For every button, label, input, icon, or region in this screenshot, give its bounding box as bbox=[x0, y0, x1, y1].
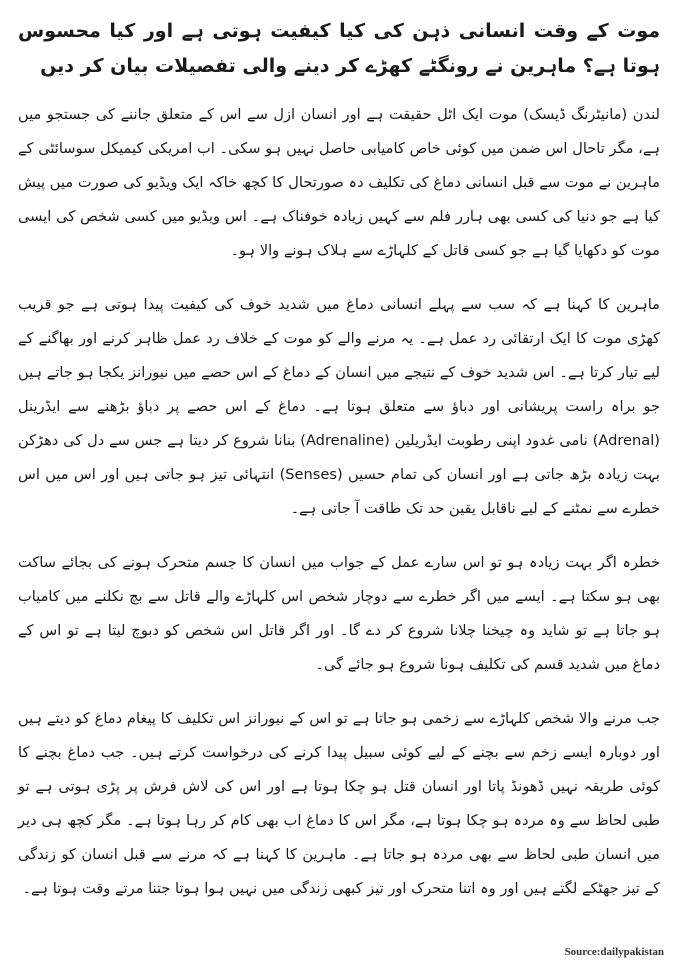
source-credit: Source:dailypakistan bbox=[564, 946, 664, 958]
article-paragraph-2: ماہرین کا کہنا ہے کہ سب سے پہلے انسانی دماغ میں شدید خوف کی کیفیت پیدا ہوتی ہے جو قریب کھڑی موت کا ایک ارتقائی رد عمل ہے۔ یہ مرنے والے کو موت کے خلاف رد عمل ظاہر کرنے اور بھاگنے کے لیے تیار کرتا ہے۔ اس شدید خوف کے نتیجے میں انسان کے دماغ کے اس حصے میں نیورانز یکجا ہو جاتے ہیں جو براہ راست پریشانی اور دباؤ سے متعلق ہوتا ہے۔ دماغ کے اس حصے پر دباؤ بڑھنے سے ایڈرینل (Adrenal) نامی غدود اپنی رطوبت ایڈریلین (Adrenaline) بنانا شروع کر دیتا ہے جس سے دل کی دھڑکن بہت زیادہ بڑھ جاتی ہے اور انسان کی تمام حسیں (Senses) انتہائی تیز ہو جاتی ہیں اور اس میں اس خطرے سے نمٹنے کے لیے ناقابل یقین حد تک طاقت آ جاتی ہے۔ bbox=[18, 296, 660, 517]
article-paragraph-4: جب مرنے والا شخص کلہاڑے سے زخمی ہو جاتا ہے تو اس کے نیورانز اس تکلیف کا پیغام دماغ کو دیتے ہیں اور دوبارہ ایسے زخم سے بچنے کے لیے کوئی سبیل پیدا کرنے کی درخواست کرتے ہیں۔ جب دماغ بچنے کا کوئی طریقہ نہیں ڈھونڈ پاتا اور انسان قتل ہو چکا ہوتا ہے اور اس کی لاش فرش پر پڑی ہوتی ہے تو طبی لحاظ سے وہ مردہ ہو چکا ہوتا ہے، مگر اس کا دماغ اب بھی کام کر رہا ہوتا ہے۔ مگر کچھ ہی دیر میں انسان طبی لحاظ سے بھی مردہ ہو جاتا ہے۔ ماہرین کا کہنا ہے کہ مرنے سے قبل انسان کو زندگی کے تیز جھٹکے لگتے ہیں اور وہ اتنا متحرک اور تیز کبھی زندگی میں نہیں ہوا ہوتا جتنا مرتے وقت ہوتا ہے۔ bbox=[18, 710, 660, 897]
article-paragraph-3: خطرہ اگر بہت زیادہ ہو تو اس سارے عمل کے جواب میں انسان کا جسم متحرک ہونے کی بجائے ساکت بھی ہو سکتا ہے۔ ایسے میں اگر خطرے سے دوچار شخص اس کلہاڑے والے قاتل سے بچ نکلنے میں کامیاب ہو جاتا ہے تو شاید وہ چیخنا چلانا شروع کر دے گا۔ اور اگر قاتل اس شخص کو دبوچ لیتا ہے تو اس کے دماغ میں شدید قسم کی تکلیف ہونا شروع ہو جائے گی۔ bbox=[18, 554, 660, 673]
article-headline: موت کے وقت انسانی ذہن کی کیا کیفیت ہوتی ہے اور کیا محسوس ہوتا ہے؟ ماہرین نے رونگٹے کھڑے کر دینے والی تفصیلات بیان کر دیں bbox=[18, 20, 660, 77]
article-paragraph-1: لندن (مانیٹرنگ ڈیسک) موت ایک اٹل حقیقت ہے اور انسان ازل سے اس کے متعلق جاننے کی جستجو میں ہے، مگر تاحال اس ضمن میں کوئی خاص کامیابی حاصل نہیں ہو سکی۔ اب امریکی کیمیکل سوسائٹی کے ماہرین نے موت سے قبل انسانی دماغ کی تکلیف دہ صورتحال کا کچھ خاکہ ایک ویڈیو کی صورت میں پیش کیا ہے جو دنیا کی کسی بھی ہارر فلم سے کہیں زیادہ خوفناک ہے۔ اس ویڈیو میں کسی شخص کی ایسی موت کو دکھایا گیا ہے جو کسی قاتل کے کلہاڑے سے ہلاک ہونے والا ہو۔ bbox=[18, 106, 660, 259]
